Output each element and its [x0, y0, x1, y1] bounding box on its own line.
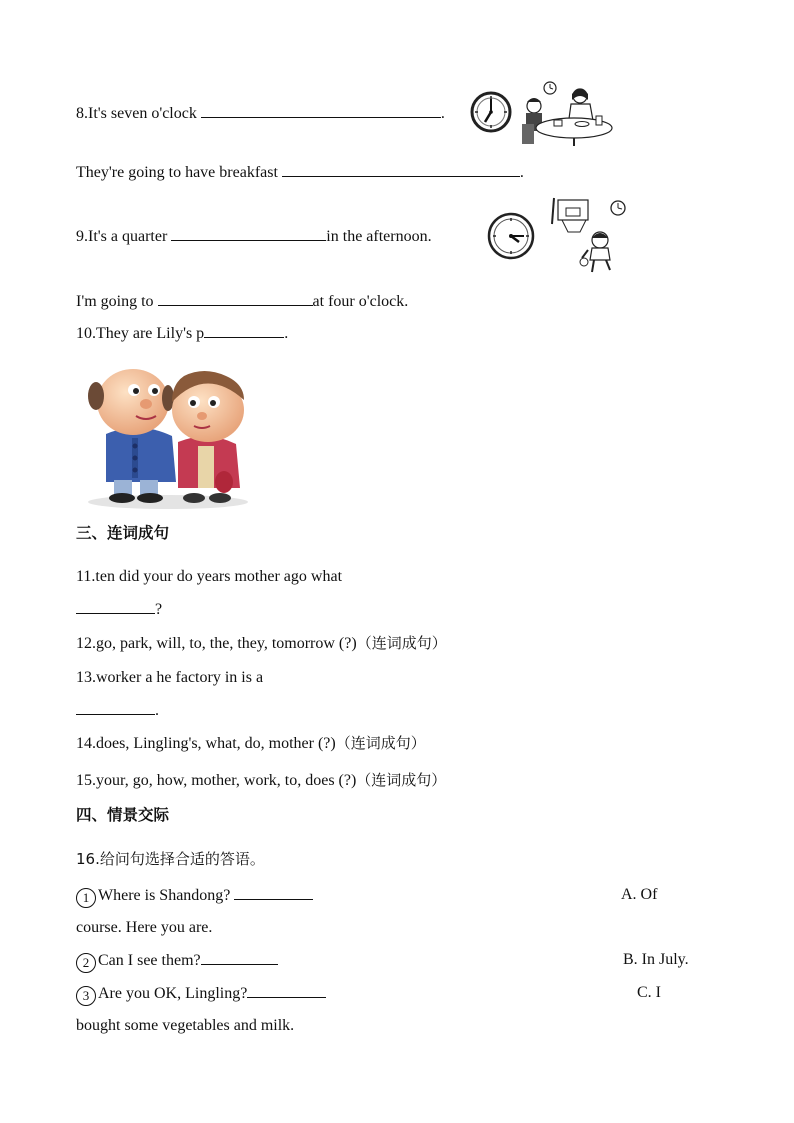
question-9-text-2-end: at four o'clock.	[312, 293, 409, 310]
question-9-line-2	[76, 291, 408, 312]
answer-blank[interactable]	[247, 983, 326, 998]
answer-blank[interactable]	[234, 885, 313, 900]
option-a-label: A. Of	[621, 886, 658, 903]
answer-blank[interactable]	[171, 226, 326, 241]
question-14	[76, 733, 426, 754]
answer-blank[interactable]	[204, 323, 284, 338]
circled-number: 2	[76, 953, 96, 973]
item-text: Can I see them?	[98, 952, 201, 969]
option-b-label: B. In July.	[623, 951, 689, 968]
option-a-continuation: course. Here you are.	[76, 919, 213, 936]
period: .	[519, 164, 524, 181]
period: .	[440, 105, 445, 122]
question-9-text: 9.It's a quarter	[76, 228, 168, 245]
option-c-label: C. I	[637, 984, 661, 1001]
section-4-title: 四、情景交际	[76, 806, 170, 824]
question-13: 13.worker a he factory in is a	[76, 669, 264, 686]
question-14-tag: （连词成句）	[335, 734, 426, 752]
question-9-text-end: in the afternoon.	[326, 228, 432, 245]
clock-icon	[470, 91, 512, 138]
answer-blank[interactable]	[158, 291, 313, 306]
grandparents-clay-figures-image	[76, 354, 258, 515]
circled-number: 1	[76, 888, 96, 908]
answer-blank[interactable]	[76, 599, 155, 614]
section-3-title: 三、连词成句	[76, 524, 170, 542]
question-8-text-2: They're going to have breakfast	[76, 164, 278, 181]
circled-number: 3	[76, 986, 96, 1006]
question-8-line-1	[76, 103, 445, 124]
question-12-text: 12.go, park, will, to, the, they, tomorrow (?)	[76, 635, 357, 652]
question-11: 11.ten did your do years mother ago what	[76, 568, 343, 585]
basketball-boy-icon	[548, 196, 630, 281]
question-15	[76, 770, 446, 791]
breakfast-family-icon	[516, 80, 616, 151]
question-14-text: 14.does, Lingling's, what, do, mother (?)	[76, 735, 336, 752]
question-15-tag: （连词成句）	[356, 771, 447, 789]
question-16-prompt: 16.给问句选择合适的答语。	[76, 850, 265, 868]
item-text: Where is Shandong?	[98, 887, 231, 904]
question-13-answer-line	[76, 700, 159, 721]
answer-blank[interactable]	[201, 950, 278, 965]
item-text: Are you OK, Lingling?	[98, 985, 248, 1002]
question-11-answer-line	[76, 599, 162, 620]
question-9-line-1	[76, 226, 432, 247]
question-12	[76, 633, 447, 654]
option-c-continuation: bought some vegetables and milk.	[76, 1017, 295, 1034]
question-10-text: 10.They are Lily's p	[76, 325, 205, 342]
question-8-text: 8.It's seven o'clock	[76, 105, 197, 122]
question-15-text: 15.your, go, how, mother, work, to, does (?)	[76, 772, 357, 789]
answer-blank[interactable]	[76, 700, 155, 715]
answer-blank[interactable]	[282, 162, 520, 177]
period: .	[155, 702, 159, 719]
question-mark: ?	[155, 601, 163, 618]
question-16-item-3	[76, 983, 326, 1006]
question-10	[76, 323, 288, 344]
period: .	[284, 325, 289, 342]
question-12-tag: （连词成句）	[356, 634, 447, 652]
clock-icon	[487, 212, 535, 265]
answer-blank[interactable]	[201, 103, 441, 118]
question-16-item-2	[76, 950, 278, 973]
question-16-item-1	[76, 885, 313, 908]
question-8-line-2	[76, 162, 524, 183]
question-9-text-2: I'm going to	[76, 293, 154, 310]
